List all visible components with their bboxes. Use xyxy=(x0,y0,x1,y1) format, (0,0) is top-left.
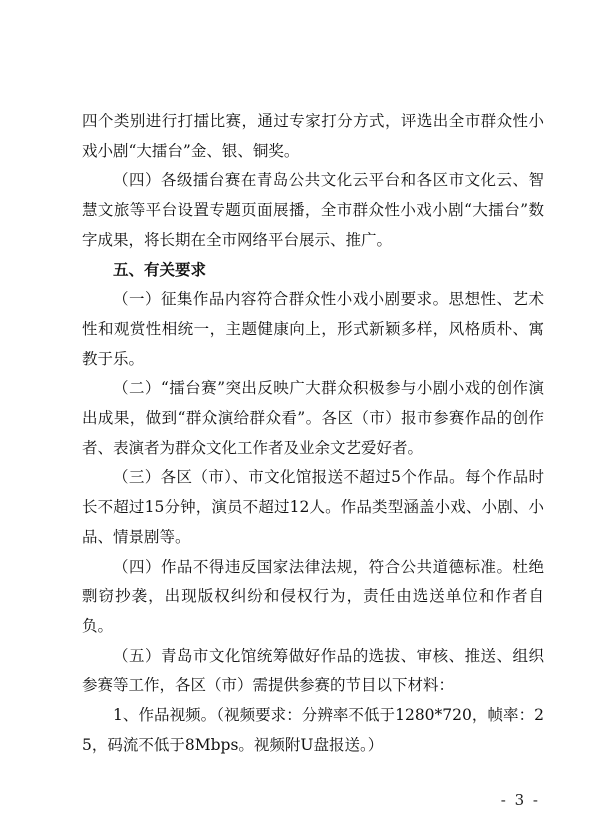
section-heading-requirements: 五、有关要求 xyxy=(113,260,207,279)
paragraph-requirement-1: （一）征集作品内容符合群众性小戏小剧要求。思想性、艺术性和观赏性相统一，主题健康向上，形式新颖多样，风格质朴、寓教于乐。 xyxy=(82,290,544,368)
page-number: - 3 - xyxy=(500,791,540,809)
document-body xyxy=(82,107,544,760)
paragraph-requirement-5: （五）青岛市文化馆统筹做好作品的选拔、审核、推送、组织参赛等工作，各区（市）需提供参赛的节目以下材料： xyxy=(82,646,544,695)
paragraph-requirement-3: （三）各区（市）、市文化馆报送不超过5个作品。每个作品时长不超过15分钟，演员不超过12人。作品类型涵盖小戏、小剧、小品、情景剧等。 xyxy=(82,468,544,546)
paragraph-material-video: 1、作品视频。（视频要求：分辨率不低于1280*720，帧率：25，码流不低于8Mbps。视频附U盘报送。） xyxy=(82,706,544,754)
paragraph-requirement-2: （二）“擂台赛”突出反映广大群众积极参与小剧小戏的创作演出成果，做到“群众演给群众看”。各区（市）报市参赛作品的创作者、表演者为群众文化工作者及业余文艺爱好者。 xyxy=(82,379,544,457)
paragraph-continuation: 四个类别进行打擂比赛，通过专家打分方式，评选出全市群众性小戏小剧“大擂台”金、银、铜奖。 xyxy=(82,112,544,160)
paragraph-item-4-broadcast: （四）各级擂台赛在青岛公共文化云平台和各区市文化云、智慧文旅等平台设置专题页面展播，全市群众性小戏小剧“大擂台”数字成果，将长期在全市网络平台展示、推广。 xyxy=(82,171,544,249)
paragraph-requirement-4: （四）作品不得违反国家法律法规，符合公共道德标准。杜绝剽窃抄袭，出现版权纠纷和侵权行为，责任由选送单位和作者自负。 xyxy=(82,557,544,635)
